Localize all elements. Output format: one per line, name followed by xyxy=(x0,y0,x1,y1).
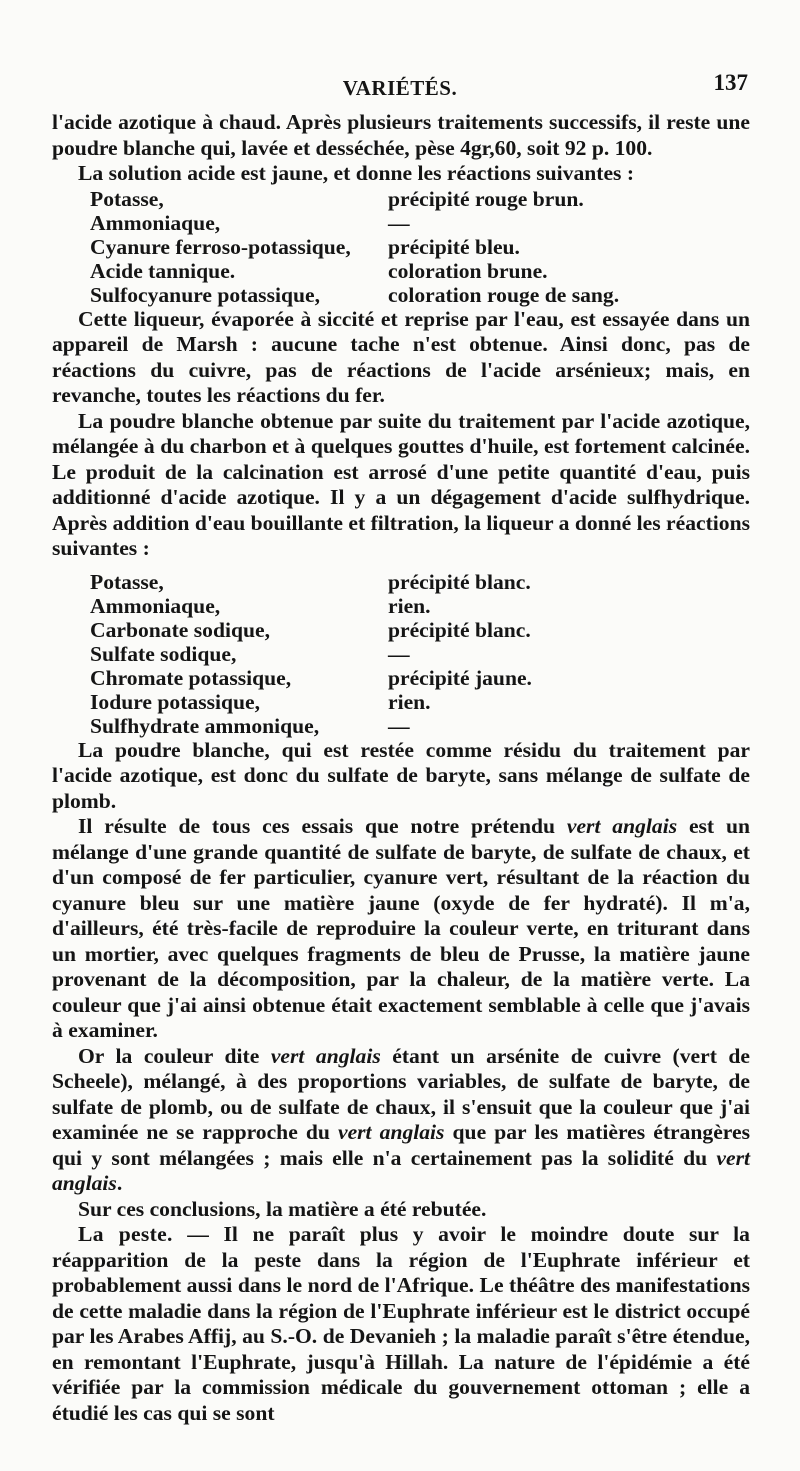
paragraph-3: Cette liqueur, évaporée à siccité et reprise par l'eau, est essayée dans un appareil de Marsh : aucune tache n'est obtenue. Ainsi donc, pas de réactions du cuivre, pas de réactions de l'acide arsénieux; mais, en revanche, toutes les réactions du fer. xyxy=(52,306,750,407)
result: — xyxy=(388,713,410,738)
page-number: 137 xyxy=(713,70,748,95)
result: rien. xyxy=(388,593,431,618)
reagent: Carbonate sodique, xyxy=(90,617,270,642)
reaction-table-2 xyxy=(52,570,750,738)
p7-emphasis-1: vert anglais xyxy=(270,1043,381,1068)
p7-emphasis-2: vert anglais xyxy=(337,1120,445,1144)
reaction-row xyxy=(52,283,750,307)
running-title: VARIÉTÉS. xyxy=(342,76,458,100)
reagent: Iodure potassique, xyxy=(90,689,260,714)
page-header xyxy=(0,72,800,104)
result: précipité blanc. xyxy=(388,569,531,594)
reaction-row xyxy=(52,618,750,642)
p9-body: — Il ne paraît plus y avoir le moindre doute sur la réapparition de la peste dans la région de l'Euphrate inférieur et probablement aussi dans le nord de l'Afrique. Le théâtre des manifestations de cette maladie dans la région de l'Euphrate inférieur est le district occupé par les Arabes Affij, au S.-O. de Devanieh ; la maladie paraît s'être étendue, en remontant l'Euphrate, jusqu'à Hillah. La nature de l'épidémie a été vérifiée par la commission médicale du gouvernement ottoman ; elle a étudié les cas qui se sont xyxy=(52,1222,750,1425)
result: précipité rouge brun. xyxy=(388,186,584,211)
result: précipité jaune. xyxy=(388,665,532,690)
result: précipité bleu. xyxy=(388,234,520,259)
reagent: Sulfate sodique, xyxy=(90,641,237,666)
reaction-row xyxy=(52,714,750,738)
p6-text-b: est un mélange d'une grande quantité de sulfate de baryte, de sulfate de chaux, et d'un composé de fer particulier, cyanure vert, résultant de la réaction du cyanure bleu sur une matière jaune (oxyde de fer hydraté). Il m'a, d'ailleurs, été très-facile de reproduire la couleur verte, en triturant dans un mortier, avec quelques fragments de bleu de Prusse, la matière jaune provenant de la décomposition, par la chaleur, de la matière verte. La couleur que j'ai ainsi obtenue était exactement semblable à celle que j'avais à examiner. xyxy=(52,814,750,1042)
reaction-row xyxy=(52,666,750,690)
result: coloration brune. xyxy=(388,258,548,283)
paragraph-6 xyxy=(52,814,750,1044)
paragraph-5: La poudre blanche, qui est restée comme résidu du traitement par l'acide azotique, est donc du sulfate de baryte, sans mélange de sulfate de plomb. xyxy=(52,737,750,813)
p7-emphasis-3: vert anglais xyxy=(52,1145,750,1195)
reaction-row xyxy=(52,259,750,283)
result: — xyxy=(388,210,410,235)
paragraph-9 xyxy=(52,1222,750,1426)
reagent: Acide tannique. xyxy=(90,258,236,283)
reaction-row xyxy=(52,211,750,235)
paragraph-1: l'acide azotique à chaud. Après plusieurs traitements successifs, il reste une poudre blanche qui, lavée et desséchée, pèse 4gr,60, soit 92 p. 100. xyxy=(52,110,750,160)
reagent: Ammoniaque, xyxy=(90,210,221,235)
reaction-row xyxy=(52,235,750,259)
result: rien. xyxy=(388,689,431,714)
reagent: Potasse, xyxy=(90,569,164,594)
reagent: Chromate potassique, xyxy=(90,665,292,690)
result: coloration rouge de sang. xyxy=(388,282,620,307)
p6-emphasis: vert anglais xyxy=(566,814,678,838)
reagent: Cyanure ferroso-potassique, xyxy=(90,234,351,259)
reaction-row xyxy=(52,642,750,666)
reaction-row xyxy=(52,187,750,211)
reagent: Ammoniaque, xyxy=(90,593,221,618)
p6-text-a: Il résulte de tous ces essais que notre prétendu xyxy=(78,814,567,838)
paragraph-8: Sur ces conclusions, la matière a été rebutée. xyxy=(78,1196,487,1221)
p7-text-a: Or la couleur dite xyxy=(78,1043,271,1068)
p7-text-c: que par les matières étrangères qui y sont mélangées ; mais elle n'a certainement pas la solidité du xyxy=(52,1120,750,1170)
p7-text-b: étant un arsénite de cuivre (vert de Scheele), mélangé, à des proportions variables, de sulfate de baryte, de sulfate de plomb, ou de sulfate de chaux, il s'ensuit que la couleur que j'ai examinée ne se rapproche du xyxy=(52,1043,751,1144)
paragraph-4: La poudre blanche obtenue par suite du traitement par l'acide azotique, mélangée à du charbon et à quelques gouttes d'huile, est fortement calcinée. Le produit de la calcination est arrosé d'une petite quantité d'eau, puis additionné d'acide azotique. Il y a un dégagement d'acide sulfhydrique. Après addition d'eau bouillante et filtration, la liqueur a donné les réactions suivantes : xyxy=(52,408,750,560)
result: précipité blanc. xyxy=(388,617,531,642)
paragraph-2: La solution acide est jaune, et donne les réactions suivantes : xyxy=(78,161,635,185)
reagent: Potasse, xyxy=(90,186,164,211)
p7-text-d: . xyxy=(116,1171,123,1195)
body-text xyxy=(52,110,750,1426)
section-title: La peste. xyxy=(78,1222,173,1246)
result: — xyxy=(388,641,410,666)
reagent: Sulfocyanure potassique, xyxy=(90,282,320,307)
reaction-table-1 xyxy=(52,187,750,307)
reagent: Sulfhydrate ammonique, xyxy=(90,713,320,738)
reaction-row xyxy=(52,570,750,594)
reaction-row xyxy=(52,594,750,618)
reaction-row xyxy=(52,690,750,714)
paragraph-7 xyxy=(52,1044,750,1197)
